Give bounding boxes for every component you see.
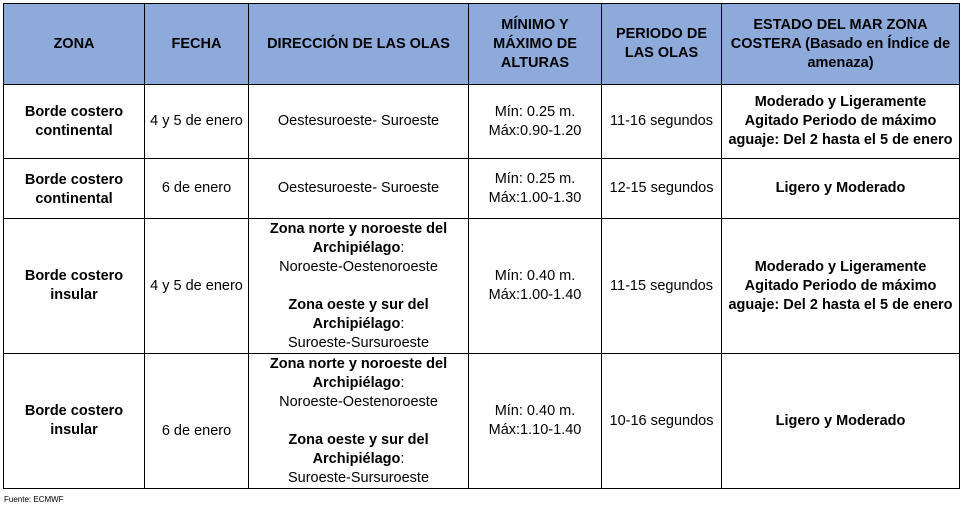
header-zona: ZONA bbox=[4, 4, 145, 85]
colon: : bbox=[400, 239, 405, 256]
header-estado: ESTADO DEL MAR ZONA COSTERA (Basado en Índice de amenaza) bbox=[722, 4, 960, 85]
estado-cell: Moderado y Ligeramente Agitado Periodo de máximo aguaje: Del 2 hasta el 5 de enero bbox=[722, 85, 960, 159]
colon: : bbox=[400, 374, 405, 391]
min-height: Mín: 0.40 m. bbox=[494, 268, 576, 284]
alturas-cell bbox=[469, 354, 602, 489]
direction-value: Noroeste-Oestenoroeste bbox=[279, 393, 438, 410]
direccion-cell bbox=[249, 219, 469, 354]
min-height: Mín: 0.25 m. bbox=[494, 103, 576, 120]
colon: : bbox=[400, 450, 405, 467]
direccion-cell bbox=[249, 354, 469, 489]
max-height: Máx:1.00-1.40 bbox=[488, 287, 582, 303]
header-direccion: DIRECCIÓN DE LAS OLAS bbox=[249, 4, 469, 85]
colon: : bbox=[400, 315, 405, 332]
max-height: Máx:1.10-1.40 bbox=[488, 422, 582, 438]
alturas-cell bbox=[469, 85, 602, 159]
min-height: Mín: 0.25 m. bbox=[494, 170, 576, 187]
direction-zone-label: Zona norte y noroeste del Archipiélago bbox=[269, 355, 448, 391]
direction-value: Suroeste-Sursuroeste bbox=[287, 469, 430, 486]
zona-cell: Borde costero continental bbox=[4, 85, 145, 159]
alturas-cell bbox=[469, 159, 602, 219]
fecha-cell: 4 y 5 de enero bbox=[145, 85, 249, 159]
fecha-cell: 6 de enero bbox=[145, 159, 249, 219]
direction-value: Suroeste-Sursuroeste bbox=[287, 334, 430, 351]
direccion-cell: Oestesuroeste- Suroeste bbox=[249, 159, 469, 219]
header-fecha: FECHA bbox=[145, 4, 249, 85]
table-row bbox=[4, 219, 960, 354]
header-periodo: PERIODO DE LAS OLAS bbox=[602, 4, 722, 85]
direccion-cell: Oestesuroeste- Suroeste bbox=[249, 85, 469, 159]
alturas-cell bbox=[469, 219, 602, 354]
estado-cell: Ligero y Moderado bbox=[722, 354, 960, 489]
direction-value: Noroeste-Oestenoroeste bbox=[279, 258, 438, 275]
zona-cell: Borde costero insular bbox=[4, 219, 145, 354]
estado-cell: Moderado y Ligeramente Agitado Periodo de máximo aguaje: Del 2 hasta el 5 de enero bbox=[722, 219, 960, 354]
zona-cell: Borde costero continental bbox=[4, 159, 145, 219]
header-row bbox=[4, 4, 960, 85]
source-note: Fuente: ECMWF bbox=[4, 495, 64, 504]
direction-zone-label: Zona oeste y sur del Archipiélago bbox=[288, 431, 429, 467]
periodo-cell: 10-16 segundos bbox=[602, 354, 722, 489]
header-alturas: MÍNIMO Y MÁXIMO DE ALTURAS bbox=[469, 4, 602, 85]
periodo-cell: 11-15 segundos bbox=[602, 219, 722, 354]
periodo-cell: 12-15 segundos bbox=[602, 159, 722, 219]
zona-cell: Borde costero insular bbox=[4, 354, 145, 489]
max-height: Máx:1.00-1.30 bbox=[488, 189, 582, 206]
direction-zone-label: Zona norte y noroeste del Archipiélago bbox=[269, 220, 448, 256]
max-height: Máx:0.90-1.20 bbox=[488, 122, 582, 139]
fecha-cell: 6 de enero bbox=[145, 354, 249, 489]
table-row bbox=[4, 354, 960, 489]
estado-cell: Ligero y Moderado bbox=[722, 159, 960, 219]
direction-zone-label: Zona oeste y sur del Archipiélago bbox=[288, 296, 429, 332]
table-row bbox=[4, 159, 960, 219]
fecha-cell: 4 y 5 de enero bbox=[145, 219, 249, 354]
sea-state-table bbox=[3, 3, 960, 489]
table-row bbox=[4, 85, 960, 159]
min-height: Mín: 0.40 m. bbox=[494, 403, 576, 419]
periodo-cell: 11-16 segundos bbox=[602, 85, 722, 159]
